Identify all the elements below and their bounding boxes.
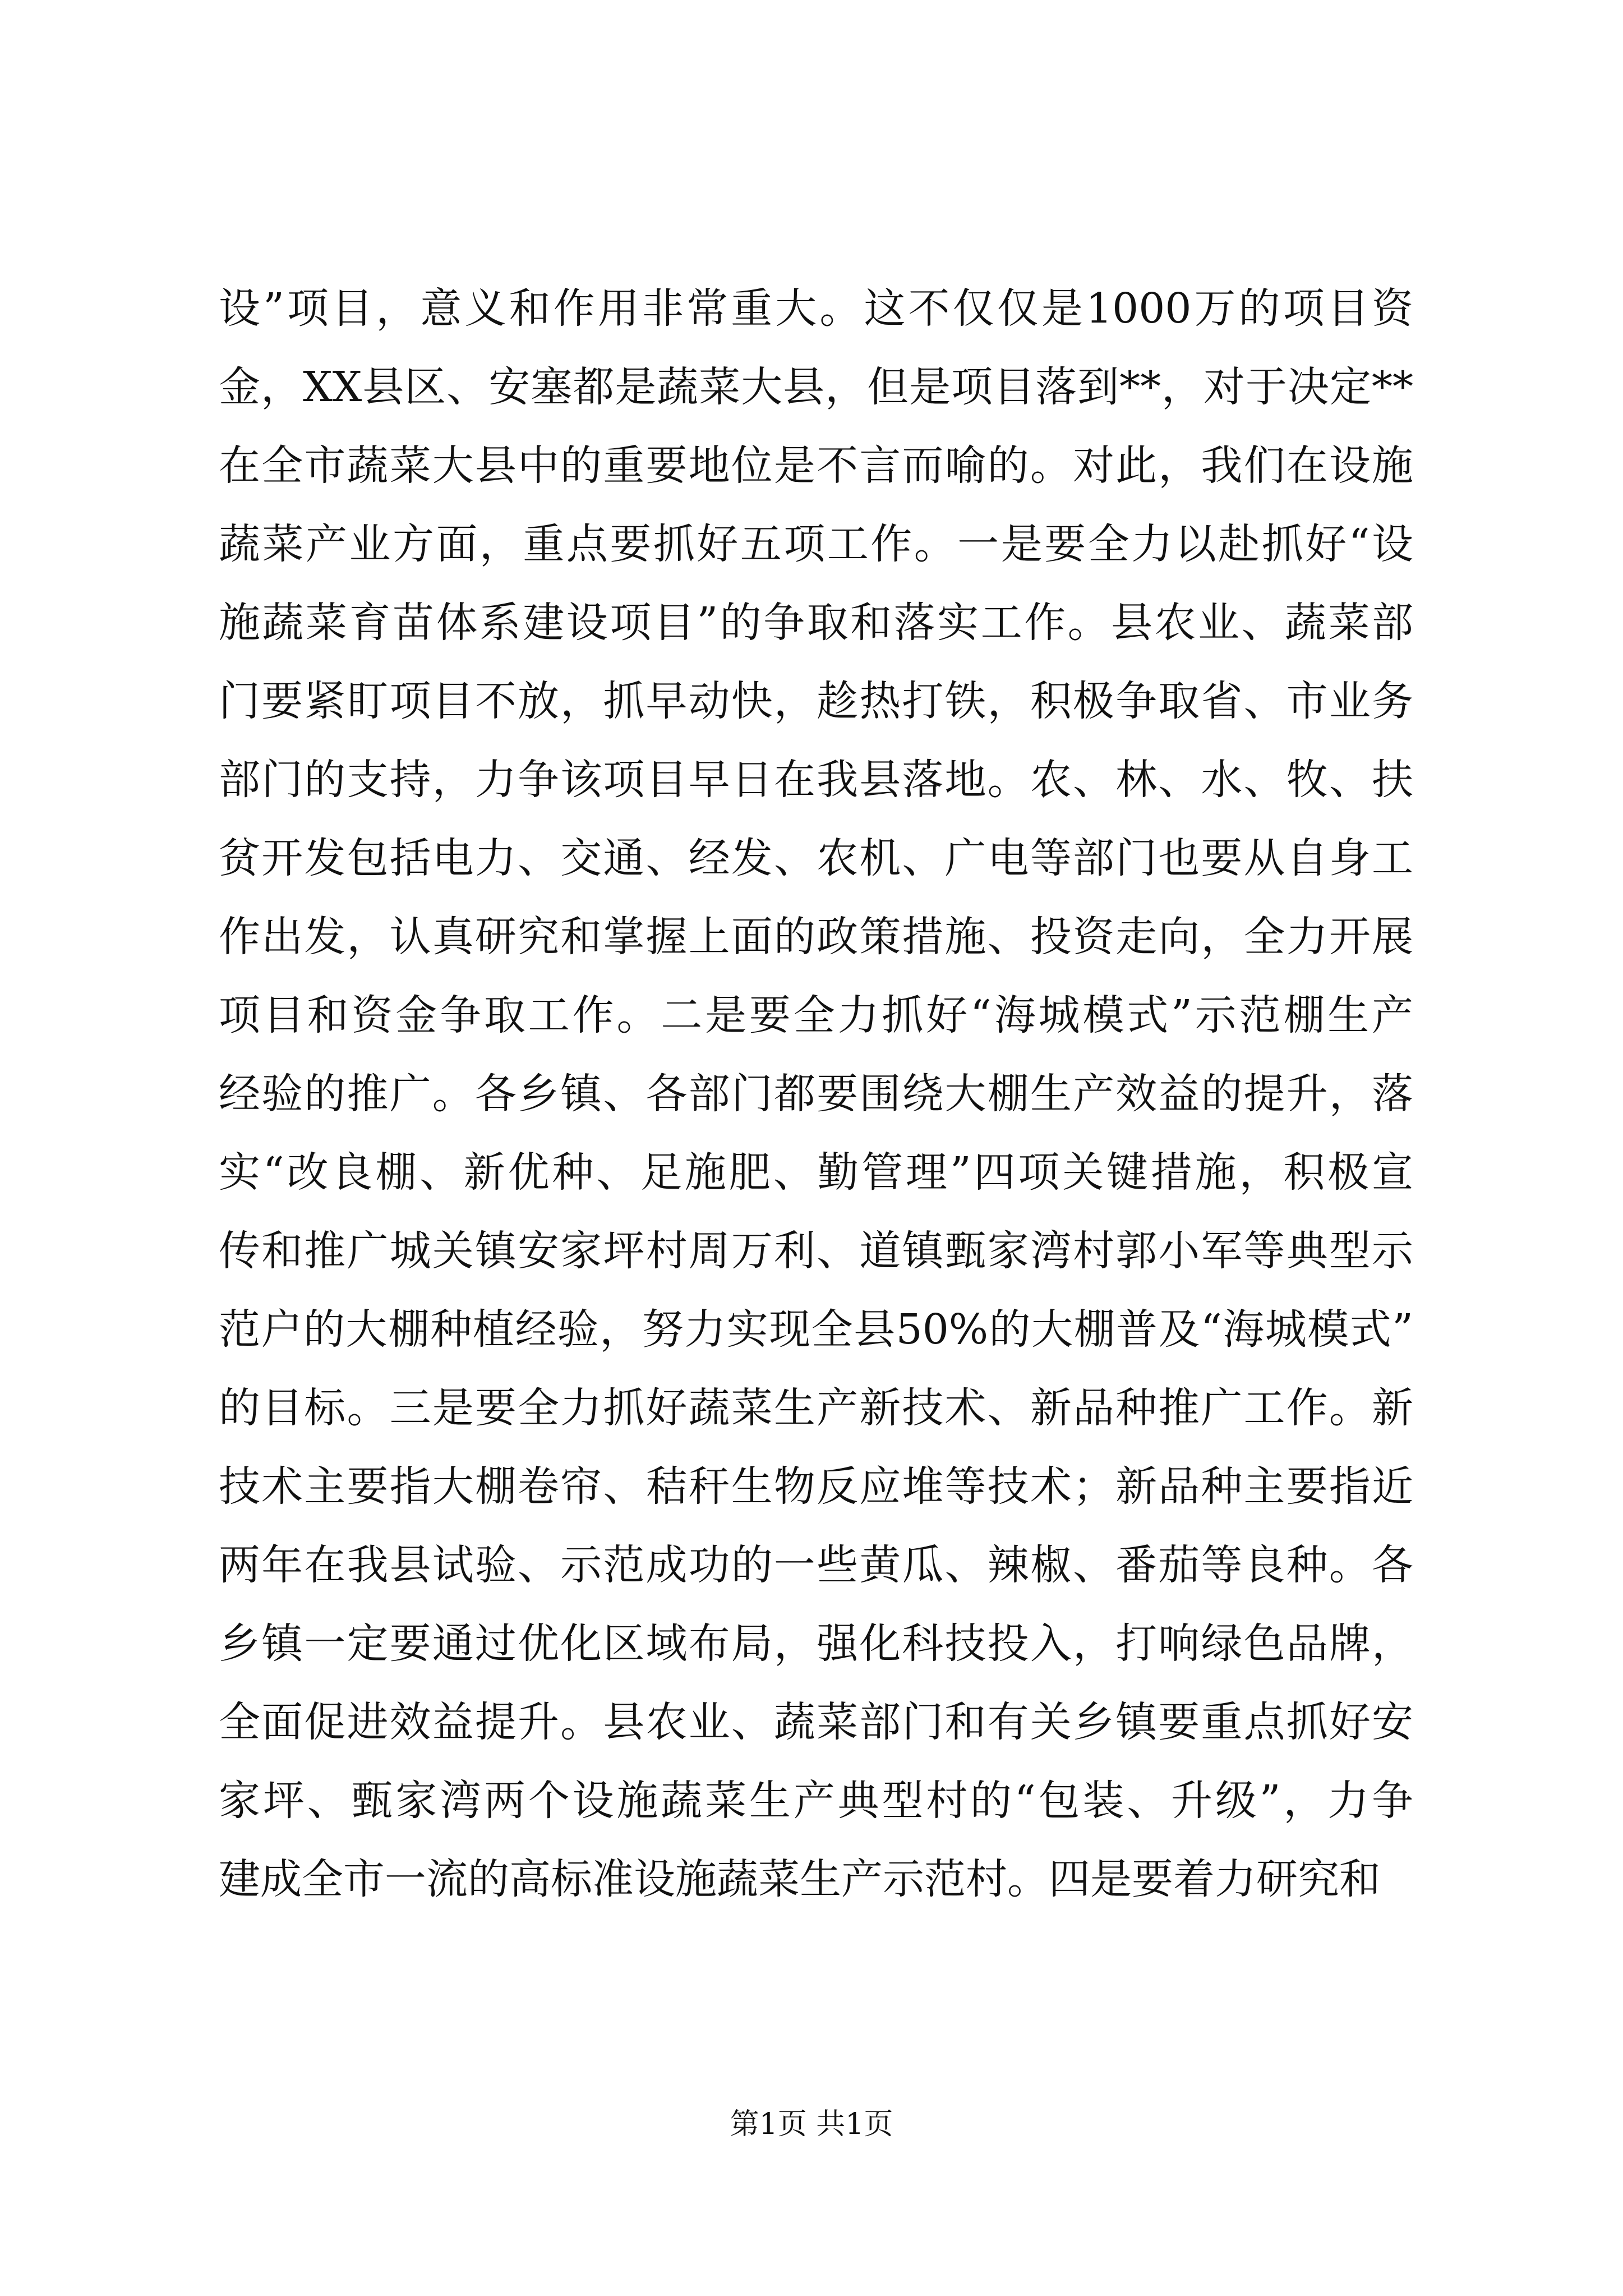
- text-line-14: 范户的大棚种植经验，努力实现全县50%的大棚普及“海城模式”: [219, 1305, 1413, 1354]
- text-line-16: 技术主要指大棚卷帘、秸秆生物反应堆等技术；新品种主要指近: [219, 1462, 1413, 1511]
- text-line-21: 建成全市一流的高标准设施蔬菜生产示范村。四是要着力研究和: [219, 1855, 1381, 1903]
- text-line-9: 作出发，认真研究和掌握上面的政策措施、投资走向，全力开展: [219, 913, 1413, 961]
- text-line-2: 金，XX县区、安塞都是蔬菜大县，但是项目落到**，对于决定**: [219, 363, 1413, 411]
- text-line-12: 实“改良棚、新优种、足施肥、勤管理”四项关键措施，积极宣: [219, 1148, 1413, 1197]
- text-line-18: 乡镇一定要通过优化区域布局，强化科技投入，打响绿色品牌，: [219, 1619, 1413, 1668]
- text-line-15: 的目标。三是要全力抓好蔬菜生产新技术、新品种推广工作。新: [219, 1384, 1413, 1432]
- body-text: [219, 269, 1413, 1918]
- text-line-4: 蔬菜产业方面，重点要抓好五项工作。一是要全力以赴抓好“设: [219, 520, 1413, 568]
- text-line-13: 传和推广城关镇安家坪村周万利、道镇甄家湾村郭小军等典型示: [219, 1227, 1413, 1275]
- text-line-10: 项目和资金争取工作。二是要全力抓好“海城模式”示范棚生产: [219, 991, 1413, 1039]
- text-line-11: 经验的推广。各乡镇、各部门都要围绕大棚生产效益的提升，落: [219, 1070, 1413, 1118]
- text-line-8: 贫开发包括电力、交通、经发、农机、广电等部门也要从自身工: [219, 834, 1413, 882]
- text-line-20: 家坪、甄家湾两个设施蔬菜生产典型村的“包装、升级”，力争: [219, 1777, 1413, 1825]
- text-line-19: 全面促进效益提升。县农业、蔬菜部门和有关乡镇要重点抓好安: [219, 1698, 1413, 1746]
- text-line-6: 门要紧盯项目不放，抓早动快，趁热打铁，积极争取省、市业务: [219, 677, 1413, 725]
- text-line-7: 部门的支持，力争该项目早日在我县落地。农、林、水、牧、扶: [219, 756, 1413, 804]
- text-line-1: 设”项目，意义和作用非常重大。这不仅仅是1000万的项目资: [219, 284, 1413, 333]
- text-line-5: 施蔬菜育苗体系建设项目”的争取和落实工作。县农业、蔬菜部: [219, 599, 1413, 647]
- page-number-label: 第1页 共1页: [730, 2108, 893, 2141]
- text-line-17: 两年在我县试验、示范成功的一些黄瓜、辣椒、番茄等良种。各: [219, 1541, 1413, 1589]
- page-footer: [0, 2105, 1623, 2144]
- text-line-3: 在全市蔬菜大县中的重要地位是不言而喻的。对此，我们在设施: [219, 441, 1413, 490]
